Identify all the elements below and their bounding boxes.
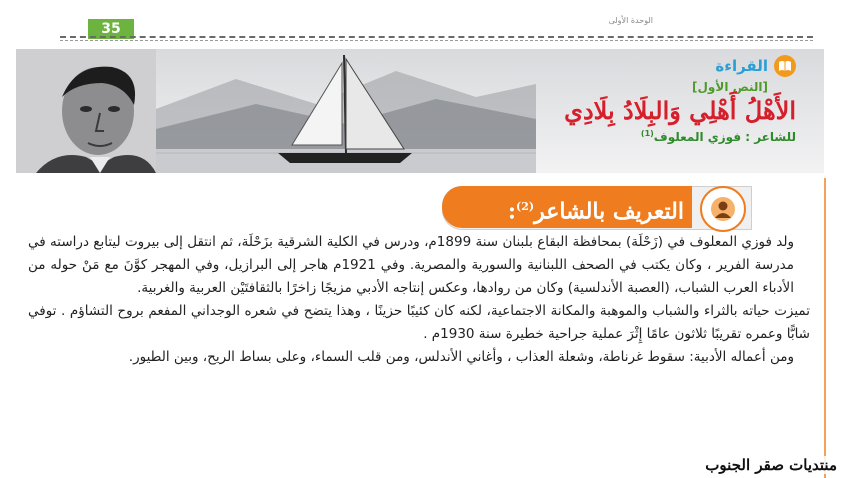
header-divider	[60, 36, 813, 38]
header-divider-secondary	[60, 40, 813, 41]
section-title	[452, 188, 684, 226]
poet-biography	[28, 231, 810, 369]
poet-footnote-ref: (1)	[640, 129, 654, 138]
unit-label: الوحدة الأولى	[608, 16, 653, 25]
poet-portrait	[16, 49, 156, 173]
section-title-colon: :	[507, 198, 517, 225]
poem-title: الأَهْلُ أَهْلِي وَالبِلَادُ بِلَادِي	[564, 96, 796, 125]
header-banner	[16, 49, 824, 173]
watermark: منتديات صقر الجنوب	[705, 456, 837, 474]
lesson-header	[496, 55, 796, 144]
biography-paragraph: تميزت حياته بالثراء والشباب والموهبة والمكانة الاجتماعية، لكنه كان كئيبًا حزينًا ، وهذا يتضح في شعره الوجداني المفعم بروح التشاؤم . توفي شابًّا وعمره تقريبًا ثلاثون عامًا إِثْرَ عملية جراحية خطيرة سنة 1930م .	[28, 303, 810, 342]
open-book-icon	[774, 55, 796, 77]
reading-label-row	[496, 55, 796, 77]
page-number: 35	[88, 19, 134, 39]
section-title-text: التعريف بالشاعر	[534, 198, 684, 225]
text-number: [النص الأول]	[692, 80, 768, 94]
poet-name: للشاعر : فوزي المعلوف	[653, 130, 796, 144]
person-icon	[700, 186, 746, 232]
works-paragraph: ومن أعماله الأدبية: سقوط غرناطة، وشعلة العذاب ، وأغاني الأندلس، ومن قلب السماء، وعلى بساط الريح، وبين الطيور.	[128, 349, 794, 365]
biography-paragraph: ولد فوزي المعلوف في (زَحْلَة) بمحافظة البقاع بلبنان سنة 1899م، ودرس في الكلية الشرقية بزَحْلَة، ثم انتقل إلى بيروت ليتابع دراسته في مدرسة الفرير ، وكان يكتب في الصحف اللبنانية والسورية والمصرية. وفي 1921م هاجر إلى البرازيل، وفي المهجر كوَّنَ مع مَنْ حوله من الأدباء العرب الشباب، (العصبة الأندلسية) وكان من روادها، وعكس إنتاجه الأدبي مزيجًا زاخرًا بالثقافتَيْن العربية والغربية.	[28, 234, 794, 296]
section-footnote-ref: (2)	[516, 200, 535, 213]
poet-line	[496, 129, 796, 144]
section-label: القراءة	[715, 57, 768, 75]
